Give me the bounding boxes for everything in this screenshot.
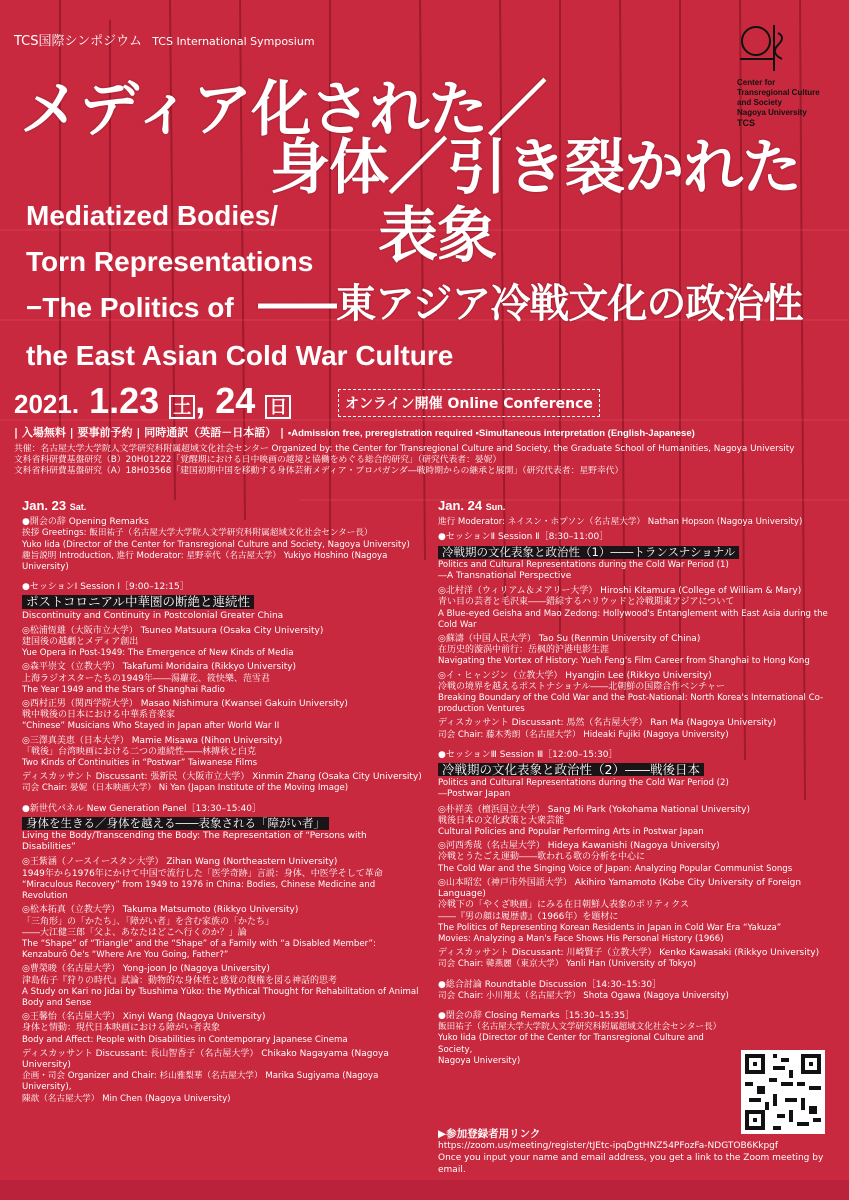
- speaker: ◎蘇濤（中国人民大学） Tao Su (Renmin University of China): [438, 634, 701, 645]
- logo-text-1: Center for: [737, 78, 776, 87]
- closing-line-1: 飯田祐子（名古屋大学大学院人文学研究科附属超域文化社会センター長）: [438, 1022, 722, 1033]
- talk-title: 建国後の越劇とメディア創出: [22, 637, 139, 648]
- talk-title-en: “Miraculous Recovery” from 1949 to 1976 in China: Bodies, Chinese Medicine and Revolution: [22, 879, 376, 902]
- day1-weekday: Sat.: [69, 502, 87, 512]
- speaker: ◎王紫涵（ノースイースタン大学） Zihan Wang (Northeastern University): [22, 857, 338, 868]
- title-jp-line3: 表象: [378, 201, 496, 271]
- talk-title: 戦中戦後の日本における中華系音楽家: [22, 710, 176, 721]
- session3-title-en-2: ―Postwar Japan: [438, 789, 511, 800]
- session2-heading: ●セッションⅡ Session Ⅱ［8:30–11:00］: [438, 532, 609, 543]
- day1-heading: [22, 500, 422, 513]
- speaker: ◎森平崇文（立教大学） Takafumi Moridaira (Rikkyo University): [22, 662, 297, 673]
- tcs-logo-mark: [737, 22, 789, 74]
- day2-weekday: Sun.: [485, 502, 506, 512]
- talk-title-en: Body and Affect: People with Disabilities in Contemporary Japanese Cinema: [22, 1034, 348, 1045]
- talk-title: 戦後日本の文化政策と大衆芸能: [438, 815, 565, 826]
- logo-text-4: Nagoya University: [737, 108, 807, 117]
- session2-title: 冷戦期の文化表象と政治性（1）――トランスナショナル: [438, 546, 739, 559]
- speaker: ◎松本拓真（立教大学） Takuma Matsumoto (Rikkyo University): [22, 905, 299, 916]
- title-en-line4: the East Asian Cold War Culture: [26, 340, 454, 371]
- discussant: ディスカッサント Discussant: 川崎賢子（立教大学） Kenko Kawasaki (Rikkyo University): [438, 948, 820, 959]
- talk-title-en: Two Kinds of Continuities in “Postwar” Taiwanese Films: [22, 758, 258, 769]
- header-jp: TCS国際シンポジウム: [14, 34, 143, 49]
- logo-text-3: and Society: [737, 98, 782, 107]
- day2-date: Jan. 24: [438, 498, 483, 513]
- talk-title: 上海ラジオスターたちの1949年――湯蘿花、筱快樂、范雪君: [22, 673, 270, 684]
- title-jp-line2: 身体／引き裂かれた: [270, 133, 801, 203]
- registration-heading: ▶参加登録者用リンク: [438, 1128, 541, 1140]
- logo-text-2: Transregional Culture: [737, 88, 820, 97]
- date-weekday-2: 日: [265, 395, 291, 419]
- title-jp-subtitle: ――東アジア冷戦文化の政治性: [258, 281, 803, 327]
- admission-info: [14, 424, 695, 440]
- registration-link[interactable]: https://zoom.us/meeting/register/tJEtc-ipqDgtHNZ54PFozFa-NDGTOB6Kkpgf: [438, 1141, 779, 1151]
- speaker: ◎王馨怡（名古屋大学） Xinyi Wang (Nagoya University): [22, 1012, 266, 1023]
- panel-title-en: Living the Body/Transcending the Body: The Representation of “Persons with Disabilities”: [22, 831, 367, 853]
- talk-title-en: Breaking Boundary of the Cold War and the Post-National: North Korea's International Co-production Ventures: [438, 693, 824, 715]
- session1-title: ポストコロニアル中華圏の断絶と連続性: [22, 595, 254, 608]
- talk-title: 在历史的漩涡中前行：岳枫的沪港电影生涯: [438, 645, 610, 656]
- speaker: ◎イ・ヒャンジン（立教大学） Hyangjin Lee (Rikkyo University): [438, 670, 712, 681]
- chair: 企画・司会 Organizer and Chair: 杉山雅梨華（名古屋大学） Marika Sugiyama (Nagoya University),: [22, 1071, 379, 1093]
- talk-title-en: A Study on Kari no Jidai by Tsushima Yūko: the Mythical Thought for Rehabilitation of Animal Body and Sense: [22, 986, 419, 1008]
- title-en-line3: −The Politics of: [26, 292, 234, 323]
- date-day-2: 24: [215, 380, 256, 421]
- discussant: ディスカッサント Discussant: 張新民（大阪市立大学） Xinmin Zhang (Osaka City University): [22, 772, 422, 783]
- chair: 司会 Chair: 晏妮（日本映画大学） Ni Yan (Japan Institute of the Moving Image): [22, 783, 349, 794]
- opening-line-1: 挨拶 Greetings: 飯田祐子（名古屋大学大学院人文学研究科附属超域文化社会センター長）: [22, 528, 373, 539]
- chair: 司会 Chair: 藤木秀朗（名古屋大学） Hideaki Fujiki (Nagoya University): [438, 729, 729, 740]
- talk-title-en: “Chinese” Musicians Who Stayed in Japan after World War II: [22, 721, 280, 732]
- talk-title-en: Navigating the Vortex of History: Yueh Feng's Film Career from Shanghai to Hong Kong: [438, 656, 810, 667]
- grant-line-2: 文科省科研費基盤研究（A）18H03568「建国初期中国を移動する身体芸術メディア・プロパガンダ―戦時期からの継承と展開」（研究代表者：星野幸代）: [14, 466, 624, 476]
- speaker: ◎北村洋（ウィリアム＆メアリー大学） Hiroshi Kitamura (College of William & Mary): [438, 586, 802, 597]
- title-jp-line1: メディア化された／: [20, 75, 547, 145]
- talk-title: 冷戦下の「やくざ映画」にみる在日朝鮮人表象のポリティクス: [438, 900, 690, 911]
- closing-heading: ●閉会の辞 Closing Remarks［15:30–15:35］: [438, 1010, 635, 1021]
- opening-line-3: 趣旨説明 Introduction, 進行 Moderator: 星野幸代（名古屋大学） Yukiyo Hoshino (Nagoya University): [22, 550, 388, 573]
- session2-title-en-2: ―A Transnational Perspective: [438, 571, 572, 582]
- talk-title-en: Kenzaburō Ōe's “Where Are You Going, Father?”: [22, 950, 229, 961]
- talk-title-en: The “Shape” of “Triangle” and the “Shape” of a Family with “a Disabled Member”:: [22, 938, 376, 949]
- day2-heading: [438, 500, 833, 513]
- session2-title-en: Politics and Cultural Representations during the Cold War Period (1): [438, 559, 729, 570]
- speaker: ◎西村正男（関西学院大学） Masao Nishimura (Kwansei Gakuin University): [22, 699, 348, 710]
- header-en: TCS International Symposium: [152, 35, 315, 48]
- title-en-line1: Mediatized Bodies/: [26, 200, 279, 231]
- opening-line-2: Yuko Iida (Director of the Center for Transregional Culture and Society, Nagoya University): [22, 539, 410, 550]
- date-separator: ,: [195, 380, 206, 421]
- session1-heading: ●セッションⅠ Session Ⅰ［9:00–12:15］: [22, 582, 189, 593]
- moderator: 進行 Moderator: ネイスン・ホプソン（名古屋大学） Nathan Hopson (Nagoya University): [438, 517, 803, 528]
- talk-title-en: The Year 1949 and the Stars of Shanghai Radio: [22, 684, 225, 695]
- tcs-logo: [737, 22, 823, 128]
- talk-title: ――『男の顔は履歴書』（1966年）を題材に: [438, 911, 619, 922]
- talk-title: ――大江健三郎「父よ、あなたはどこへ行くのか？」論: [22, 927, 247, 938]
- talk-title-en: A Blue-eyed Geisha and Mao Zedong: Hollywood's Entanglement with East Asia during the Cold War: [438, 608, 828, 630]
- session3-title-en: Politics and Cultural Representations during the Cold War Period (2): [438, 778, 729, 789]
- roundtable-chair: 司会 Chair: 小川翔太（名古屋大学） Shota Ogawa (Nagoya University): [438, 990, 729, 1001]
- speaker: ◎朴祥美（檀浜国立大学） Sang Mi Park (Yokohama National University): [438, 804, 751, 815]
- organizer-info: [14, 444, 794, 477]
- speaker: ◎曹榮晙（名古屋大学） Yong-joon Jo (Nagoya University): [22, 964, 270, 975]
- session3-title: 冷戦期の文化表象と政治性（2）――戦後日本: [438, 763, 704, 776]
- chair: 陳歆（名古屋大学） Min Chen (Nagoya University): [22, 1093, 231, 1104]
- roundtable-heading: ●総合討論 Roundtable Discussion［14:30–15:30］: [438, 979, 662, 990]
- talk-title-en: Cultural Policies and Popular Performing Arts in Postwar Japan: [438, 827, 704, 838]
- registration-note: Once you input your name and email address, you get a link to the Zoom meeting by email.: [438, 1153, 824, 1175]
- speaker: ◎松浦恆雄（大阪市立大学） Tsuneo Matsuura (Osaka City University): [22, 625, 324, 636]
- talk-title-en: The Politics of Representing Korean Residents in Japan in Cold War Era “Yakuza”: [438, 922, 782, 933]
- talk-title-en: Movies: Analyzing a Man's Face Shows His Personal History (1966): [438, 933, 724, 944]
- talk-title: 冷戦の境界を越えるポストナショナル――北朝鮮の国際合作ベンチャー: [438, 681, 725, 692]
- discussant: ディスカッサント Discussant: 長山智香子（名古屋大学） Chikako Nagayama (Nagoya University): [22, 1048, 389, 1070]
- speaker: ◎山本昭宏（神戸市外国語大学） Akihiro Yamamoto (Kobe City University of Foreign Language): [438, 877, 802, 900]
- talk-title-en: The Cold War and the Singing Voice of Japan: Analyzing Popular Communist Songs: [438, 863, 793, 874]
- opening-heading: ●開会の辞 Opening Remarks: [22, 517, 149, 528]
- panel-title: 身体を生きる／身体を越える――表象される「障がい者」: [22, 817, 329, 830]
- day1-date: Jan. 23: [22, 498, 67, 513]
- talk-title: 「三角形」の「かたち」、「障がい者」を含む家族の「かたち」: [22, 916, 275, 927]
- closing-line-2: Yuko Iida (Director of the Center for Transregional Culture and Society,: [438, 1033, 704, 1055]
- session1-title-en: Discontinuity and Continuity in Postcolonial Greater China: [22, 610, 284, 621]
- online-badge: オンライン開催 Online Conference: [338, 389, 600, 417]
- registration-block: [438, 1128, 849, 1176]
- talk-title: 冷戦とうたごえ運動――歌われる歌の分析を中心に: [438, 852, 646, 863]
- organizer-line: 共催：名古屋大学大学院人文学研究科附属超域文化社会センター Organized by: the Center for Transregional Culture and Society, the Graduate School of Humanities, Nagoya University: [14, 444, 795, 454]
- speaker: ◎三澤真美恵（日本大学） Mamie Misawa (Nihon University): [22, 735, 283, 746]
- session3-heading: ●セッションⅢ Session Ⅲ［12:00–15:30］: [438, 749, 618, 760]
- admission-jp: | 入場無料 | 要事前予約 | 同時通訳（英語－日本語） |: [14, 426, 285, 439]
- date-year: 2021.: [14, 389, 80, 419]
- title-en-line2: Torn Representations: [26, 246, 314, 277]
- talk-title-en: Yue Opera in Post-1949: The Emergence of New Kinds of Media: [22, 648, 294, 659]
- grant-line-1: 文科省科研費基盤研究（B）20H01222「覚醒期における日中映画の越境と協働をめぐる総合的研究」（研究代表者：晏妮）: [14, 455, 502, 465]
- talk-title: 「戦後」台湾映画における二つの連続性――林摶秋と白克: [22, 746, 257, 757]
- discussant: ディスカッサント Discussant: 馬然（名古屋大学） Ran Ma (Nagoya University): [438, 718, 777, 729]
- talk-title: 津島佑子『狩りの時代』試論：動物的な身体性と感覚の復権を図る神話的思考: [22, 975, 338, 986]
- logo-abbr: TCS: [737, 118, 755, 128]
- date-weekday-1: 土: [169, 395, 195, 419]
- admission-en: ▪Admission free, preregistration required ▪Simultaneous interpretation (English-Japanese): [287, 428, 695, 439]
- event-date: [14, 380, 291, 422]
- qr-code[interactable]: [741, 1050, 825, 1134]
- date-month-day: 1.23: [89, 380, 160, 421]
- speaker: ◎河西秀哉（名古屋大学） Hideya Kawanishi (Nagoya University): [438, 841, 720, 852]
- talk-title: 青い目の芸者と毛沢東――錯綜するハリウッドと冷戦期東アジアについて: [438, 597, 735, 608]
- talk-title: 1949年から1976年にかけて中国で流行した「医学奇跡」言説：身体、中医学そして革命: [22, 868, 383, 879]
- panel-heading: ●新世代パネル New Generation Panel［13:30–15:40］: [22, 803, 261, 814]
- program-day-1: [22, 500, 422, 1105]
- chair: 司会 Chair: 韓燕麗（東京大学） Yanli Han (University of Tokyo): [438, 959, 697, 970]
- program-day-2: [438, 500, 833, 1067]
- closing-line-3: Nagoya University): [438, 1055, 521, 1066]
- symposium-header: [14, 30, 315, 49]
- talk-title: 身体と情動：現代日本映画における障がい者表象: [22, 1023, 221, 1034]
